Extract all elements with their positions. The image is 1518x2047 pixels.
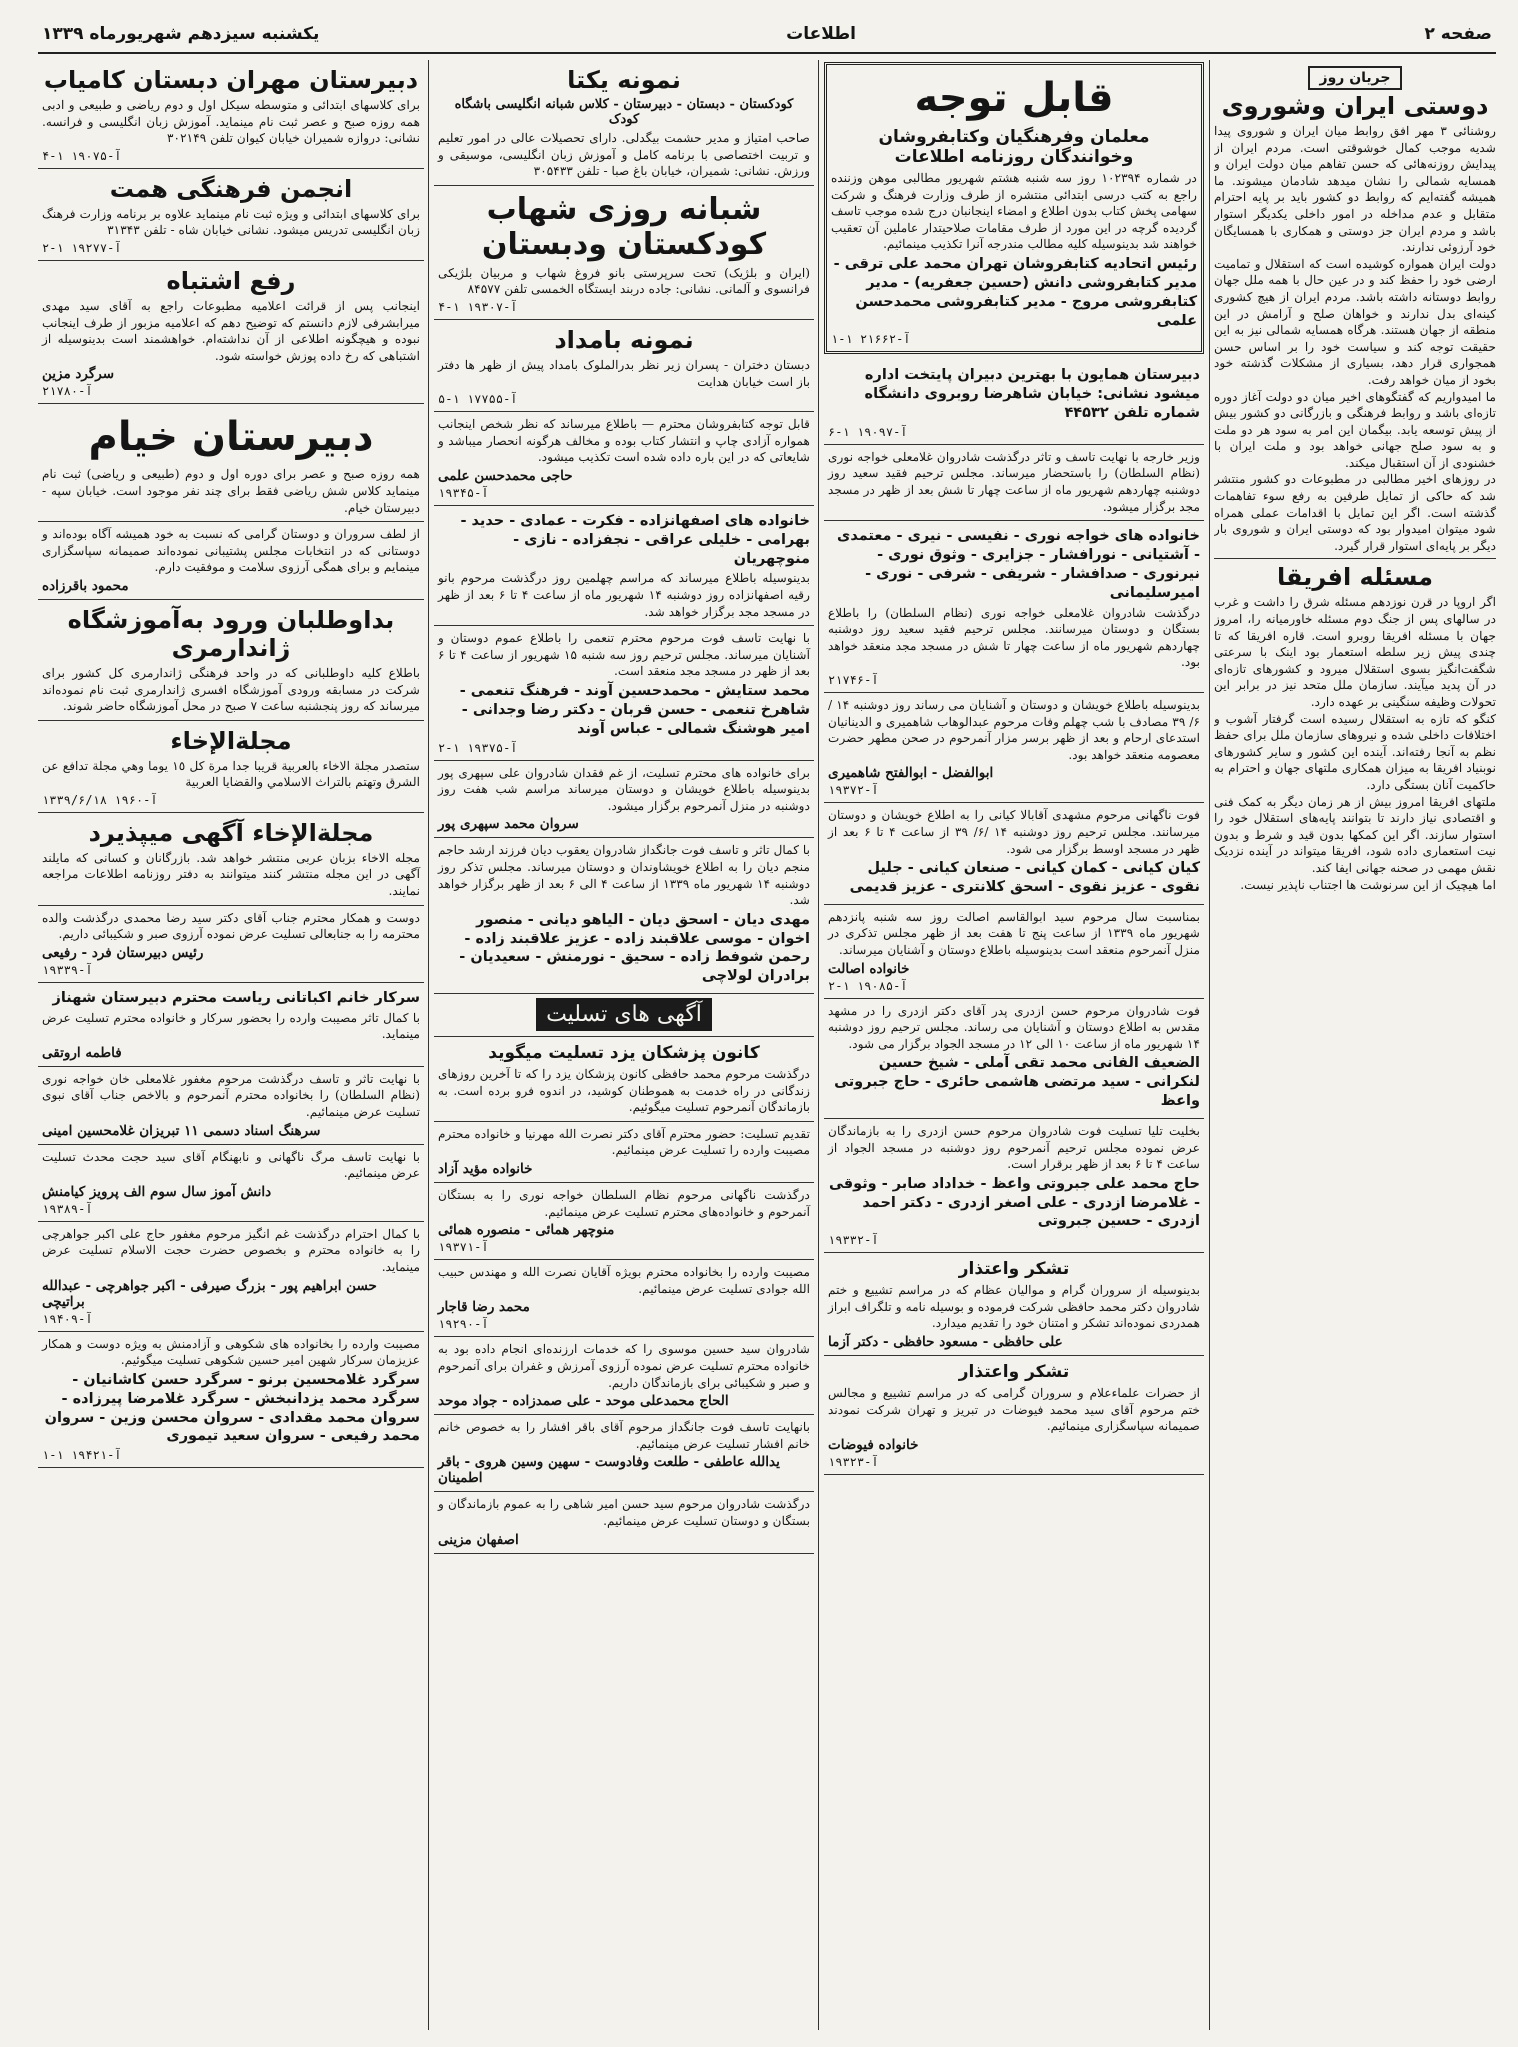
school-ad xyxy=(38,169,424,261)
ad-code: آ-۱۹۴۲۱ ۱-۱ xyxy=(42,1448,122,1463)
condolence-text: درگذشت مرحوم محمد حافظی کانون پزشکان یزد را که تا آخرین روزهای زندگانی در راه خدمت به هموطنان کوشید، در اندوه فرو برده است. به بازماندگان آنمرحوم تسلیت میگوئیم. xyxy=(438,1067,810,1115)
editorial-paragraph: دولت ایران همواره کوشیده است که استقلال و تمامیت ارضی خود را حفظ کند و در عین حال با همه ملل جهان روابط دوستانه داشته باشد. مردم ایران از هیچ کشوری کینه‌ای بدل ندارند و خواهان صلح و آرامش در این منطقه از جهان هستند. هرگاه همسایه شمالی نیز به این حقیقت توجه کند و سیاست خود را بر اساس حسن همجواری قرار دهد، بسیاری از مشکلات گذشته خود بخود از میان خواهد رفت. xyxy=(1214,256,1496,387)
attention-notice xyxy=(824,62,1204,354)
condolence-text: مصیبت وارده را بخانواده های شکوهی و آزادمنش به ویژه دوست و همکار عزیزمان سرکار شهین امیر حسین شکوهی تسلیت میگوئیم. xyxy=(42,1336,420,1368)
ad-code: آ-۱۹۰۷۵ ۱-۴ xyxy=(42,148,122,163)
africa-paragraph: اگر اروپا در قرن نوزدهم مسئله شرق را داشت و غرب در سالهای پس از جنگ دوم مسئله خاورمیانه را، امروز جهان با مسئله افریقا روبرو است. قاره افریقا که تا چندی پیش زیر سلطه استعمار بود اینک با سرعتی شگفت‌انگیز بسوی استقلال میرود و کشورهای تازه‌ای در آن پدید میآیند. سازمان ملل متحد نیز در برابر این تحولات وظیفه سنگینی بر عهده دارد. xyxy=(1214,595,1496,709)
condolence xyxy=(434,1415,814,1492)
signature: محمود باقرزاده xyxy=(42,577,129,594)
condolence-title: کانون پزشکان یزد تسلیت میگوید xyxy=(488,1043,760,1064)
ad-code: آ-۲۱۷۸۰ xyxy=(42,384,93,399)
school-ad-text: همه روزه صبح و عصر برای دوره اول و دوم (طبیعی و ریاضی) ثبت نام مینماید کلاس شش ریاضی فقط برای چند نفر موجود است. خیابان سپه - دبیرستان خیام. xyxy=(42,467,420,515)
condolence xyxy=(38,1222,424,1332)
school-ad-text: برای کلاسهای ابتدائی و متوسطه سیکل اول و دوم ریاضی و طبیعی و ادبی همه روزه صبح و عصر ثبت نام مینماید. آموزش زبان انگلیسی و فرانسه. نشانی: دروازه شمیران خیابان کیوان تلفن ۳۰۲۱۴۹ xyxy=(42,98,420,146)
signature: فاطمه اروتقی xyxy=(42,1044,122,1061)
obituary-text: بمناسبت سال مرحوم سید ابوالقاسم اصالت روز سه شنبه پانزدهم شهریور ماه ۱۳۳۹ از ساعت پنج تا هفت بعد از ظهر مجلس تذکری در منزل آنمرحوم منعقد است بدینوسیله باطلاع دوستان و آشنایان میرساند. xyxy=(828,909,1200,958)
obituary-text: فوت شادروان مرحوم حسن ازدری پدر آقای دکتر ازدری را در مشهد مقدس به اطلاع دوستان و آشنایان می رساند. مجلس ترحیم روز دوشنبه ۱۴ شهریور ماه از ساعت ۱۰ الی ۱۲ در مسجد الجواد برگزار می شود. xyxy=(828,1003,1200,1051)
ad-code: آ-۱۹۰۸۵ ۱-۲ xyxy=(828,978,908,993)
notice xyxy=(434,412,814,506)
obituary xyxy=(434,506,814,626)
africa-paragraph: اما هیچیک از این سرنوشت ها اجتناب ناپذیر نیست. xyxy=(1240,877,1496,892)
signature: اصفهان مزینی xyxy=(438,1531,519,1548)
school-ad-text: دبیرستان همایون با بهترین دبیران پایتخت اداره میشود نشانی: خیابان شاهرضا روبروی دانشگاه شماره تلفن ۴۴۵۳۲ xyxy=(864,367,1200,422)
newspaper-page xyxy=(38,20,1496,2030)
magazine-title: مجلةالإخاء آگهی میپذیرد xyxy=(88,818,374,847)
academy-notice xyxy=(38,600,424,721)
correction-notice xyxy=(38,261,424,404)
academy-text: باطلاع کلیه داوطلبانی که در واحد فرهنگی ژاندارمری کل کشور برای شرکت در مسابقه ورودی آموزشگاه افسری ژاندارمری ثبت نام نموده‌اند میرساند که روز پنجشنبه ساعت ۷ صبح در محل آموزشگاه حاضر شوند. xyxy=(42,665,420,714)
thanks-text: بدینوسیله از سروران گرام و موالیان عظام که در مراسم تشییع و ختم شادروان دکتر محمد حافظی شرکت فرموده و بوسیله نامه و تلگراف ابراز همدردی نموده‌اند تشکر و امتنان خود را تقدیم میدارد. xyxy=(828,1283,1200,1331)
obituary xyxy=(434,838,814,994)
ad-code: آ-۱۹۳۷۲ xyxy=(828,783,879,798)
condolence xyxy=(434,1037,814,1122)
ad-code: آ-۱۹۳۳۹ xyxy=(42,962,93,977)
condolence xyxy=(434,1260,814,1337)
ad-code: آ-۱۹۳۲۳ xyxy=(828,1454,879,1469)
school-ad-text: (ایران و بلژیک) تحت سرپرستی بانو فروغ شهاب و مربیان بلژیکی فرانسوی و آلمانی. نشانی: جاده دربند ایستگاه الخمسی تلفن ۸۴۵۷۷ xyxy=(438,265,810,297)
school-ad-text: دبستان دختران - پسران زیر نظر بدرالملوک بامداد پیش از ظهر ها دفتر باز است خیابان هدایت xyxy=(438,357,810,389)
obituary-text: با نهایت تاسف فوت مرحوم محترم تنعمی را باطلاع عموم دوستان و آشنایان میرساند. مجلس ترحیم روز سه شنبه ۱۵ شهریور از ساعت ۴ تا ۶ بعد از ظهر در مسجد مجد منعقد است. xyxy=(438,631,810,679)
obituary xyxy=(824,1119,1204,1253)
obituary-text: برای خانواده های محترم تسلیت، از غم فقدان شادروان علی سپهری پور بدینوسیله باطلاع خویشان و دوستان میرساند مراسم شب هفت روز دوشنبه در منزل آنمرحوم برگزار میشود. xyxy=(438,765,810,813)
ad-code: آ-۲۱۶۶۲ ۱-۱ xyxy=(831,332,911,347)
obituary xyxy=(824,521,1204,693)
ad-code: آ-۱۹۲۹۰ xyxy=(438,1317,489,1332)
signature: حاجی محمدحسن علمی xyxy=(438,467,573,484)
notice-signatories: رئیس اتحادیه کتابفروشان تهران محمد علی ترقی - مدیر کتابفروشی دانش (حسین جعفریه) - مدیر کتابفروشی مروج - مدیر کتابفروشی محمدحسن علمی xyxy=(833,255,1197,329)
signature: سرهنگ اسناد دسمی ۱۱ تبریزان غلامحسین امینی xyxy=(42,1122,321,1139)
obituary-text: بخلیت تلیا تسلیت فوت شادروان مرحوم حسن ازدری را به بازماندگان عرض نموده مجلس ترحیم آنمرحوم روز دوشنبه در مسجد الجواد از ساعت ۴ تا ۶ بعد از ظهر برقرار است. xyxy=(828,1123,1200,1172)
obituary xyxy=(824,999,1204,1119)
africa-title: مسئله افریقا xyxy=(1277,563,1433,592)
ad-code: آ-۲۱۷۴۶ xyxy=(828,673,879,687)
obituary xyxy=(824,693,1204,803)
family-names: سرگرد غلامحسین برنو - سرگرد حسن کاشانیان - سرگرد محمد یزدانبخش - سرگرد غلامرضا پیرزاده - سروان محمد مقدادی - سروان محسن وزین - سروان محمد رفیعی - سروان سعید تیموری xyxy=(44,1371,420,1445)
africa-paragraph: کنگو که تازه به استقلال رسیده است گرفتار آشوب و اختلافات داخلی شده و نیروهای سازمان ملل برای حفظ نظم به آنجا رفته‌اند. آینده این کشور و سایر کشورهای نوبنیاد افریقا به میزان همکاری ملتهای جهان و احترام به حاکمیت آنان بستگی دارد. xyxy=(1214,711,1496,792)
notice-text: قابل توجه کتابفروشان محترم — باطلاع میرساند که نظر شخص اینجانب همواره آزادی چاپ و انتشار کتاب بوده و مخالف هرگونه انحصار میباشد و شایعاتی که در این باره داده شده است تکذیب میشود. xyxy=(438,417,810,465)
correction-title: رفع اشتباه xyxy=(166,266,296,295)
section-kicker: جریان روز xyxy=(1308,66,1403,90)
school-ad xyxy=(38,404,424,522)
signature: سرگرد مزین xyxy=(42,366,115,383)
condolence-text: با کمال تاثر مصیبت وارده را بحضور سرکار و خانواده محترم تسلیت عرض مینماید. xyxy=(42,1010,420,1042)
school-ad-title: نمونه بامداد xyxy=(554,325,694,354)
ad-code: آ-۱۹۲۷۷ ۱-۲ xyxy=(42,240,122,255)
signature: خانواده اصالت xyxy=(828,960,910,977)
notices-column-c xyxy=(434,60,814,2030)
obituary-text: بدینوسیله باطلاع خویشان و دوستان و آشنایان می رساند روز دوشنبه ۱۴ /۶/ ۳۹ مصادف با شب چهلم وفات مرحوم عبدالوهاب شاهمیری و الدینانیان استدعای ارحام و بعد از ظهر برسر مزار آنمرحوم در صحن مطهر حضرت معصومه منعقد خواهد بود. xyxy=(828,698,1201,762)
ad-code: آ-۱۹۰۹۷ ۱-۶ xyxy=(828,424,908,439)
signature: خانواده فیوضات xyxy=(828,1436,919,1453)
family-names: خانواده های خواجه نوری - نفیسی - نیری - معتمدی - آشتیانی - نورافشار - جزایری - وثوق نوری - نیرنوری - صدافشار - شریفی - شرفی - نوری - امیرسلیمانی xyxy=(837,528,1200,601)
magazine-ad xyxy=(38,721,424,813)
family-names: حاج محمد علی جبروتی واعظ - خداداد صابر - وثوقی - غلامرضا ازدری - علی اصغر ازدری - دکتر احمد ازدری - حسین جبروتی xyxy=(828,1175,1200,1230)
notice-body: در شماره ۱۰۲۳۹۴ روز سه شنبه هشتم شهریور مطالبی موهن وزننده راجع به کتب درسی ابتدائی منتشره از طرف وزارت فرهنگ و شرکت سهامی پخش کتاب بدون اطلاع و امضاء اینجانبان درج شده موجب تاسف گردیده گرچه در این مورد از طرف مقامات صلاحیتدار عاملین آن تعقیب خواهند شد بدینوسیله کلیه مطالب مندرجه آنرا تکذیب مینمائیم. xyxy=(831,171,1197,252)
school-ad xyxy=(434,186,814,320)
condolence-text: شادروان سید حسین موسوی را که خدمات ارزنده‌ای انجام داده بود به خانواده محترم تسلیت عرض نموده آرزوی آمرزش و غفران برای آنمرحوم و صبر و شکیبائی برای بازماندگان داریم. xyxy=(438,1342,810,1390)
school-ad-title: دبیرستان مهران دبستان کامیاب xyxy=(43,66,419,94)
signature: یدالله عاطفی - طلعت وفادوست - سهین وسین هروی - باقر اطمینان xyxy=(438,1454,780,1487)
thanks-title: تشکر واعتذار xyxy=(958,1259,1070,1280)
editorial-paragraph: روشنائی ۳ مهر افق روابط میان ایران و شوروی پیدا شدیه موجب کمال خوشوقتی است. مردم ایران از پیدایش روزنه‌هائی که حسن تفاهم میان دولت ایران و همسایه شمالی را نشان میدهد شادمان میشوند. ما همیشه گفته‌ایم که روابط دو کشور باید بر پایه احترام متقابل و عدم مداخله در امور داخلی یکدیگر استوار باشد و مردم ایران جز دوستی و همکاری با همسایگان خود آرزوئی ندارند. xyxy=(1214,124,1496,255)
school-ad-title: دبیرستان خیام xyxy=(88,414,374,461)
paper-name: اطلاعات xyxy=(786,24,856,44)
condolence-text: مصیبت وارده را بخانواده محترم بویژه آقایان نصرت الله و مهندس حبیب الله جوادی تسلیت عرض مینمائیم. xyxy=(438,1265,810,1296)
family-names: کیان کیانی - کمان کیانی - صنعان کیانی - جلیل نقوی - عزیز نقوی - اسحق کلانتری - عزیز قدیمی xyxy=(849,860,1200,895)
signature: علی حافظی - مسعود حافظی - دکتر آزما xyxy=(828,1334,1063,1351)
condolence xyxy=(38,1332,424,1469)
notices-column-b xyxy=(824,60,1204,2030)
magazine-text: مجله الاخاء بزبان عربی منتشر خواهد شد. بازرگانان و کسانی که مایلند آگهی در این مجله منتشر کنند میتوانند به دفتر روزنامه اطلاعات مراجعه نمایند. xyxy=(42,850,420,899)
thanks-notice xyxy=(38,522,424,600)
school-ad xyxy=(434,320,814,412)
school-ad-title: شبانه روزی شهاب کودکستان ودبستان xyxy=(481,191,767,262)
ad-code: آ-۱۹۶۰ ۱۳۳۹/۶/۱۸ xyxy=(42,792,158,807)
thanks-text: از حضرات علماءعلام و سروران گرامی که در مراسم تشییع و مجالس ختم مرحوم آقای سید محمد فیوضات در تبریز و تهران شرکت نمودند صمیمانه سپاسگزاری مینمائیم. xyxy=(828,1386,1200,1434)
signature: خانواده مؤید آزاد xyxy=(438,1161,533,1178)
condolence xyxy=(434,1337,814,1415)
signature: رئیس دبیرستان فرد - رفیعی xyxy=(42,944,204,961)
obituary-text: فوت ناگهانی مرحوم مشهدی آقابالا کیانی را به اطلاع خویشان و دوستان میرسانند. مجلس ترحیم روز دوشنبه ۱۴ /۶/ ۳۹ از ساعت ۴ تا ۶ بعد از ظهر در مسجد اوسط برگزار می شود. xyxy=(828,808,1200,856)
condolence xyxy=(434,1183,814,1260)
family-names: خانواده های اصفهانزاده - فکرت - عمادی - حدید - بهرامی - خلیلی عراقی - نجفزاده - نازی - منوچهریان xyxy=(460,512,810,567)
school-ad-subtitle: کودکستان - دبستان - دبیرستان - کلاس شبانه انگلیسی باشگاه کودک xyxy=(454,97,794,127)
signature: منوچهر همائی - منصوره همائی xyxy=(438,1222,615,1239)
school-ad xyxy=(824,360,1204,445)
condolence xyxy=(38,1145,424,1222)
school-ad-text: صاحب امتیاز و مدیر حشمت بیگدلی. دارای تحصیلات عالی در امور تعلیم و تربیت اختصاصی با برنامه کامل و آموزش زبان انگلیسی، موسیقی و ورزش. نشانی: شمیران، خیابان باغ صبا - تلفن ۳۰۵۴۳۳ xyxy=(438,131,810,179)
condolence xyxy=(38,906,424,983)
condolence-text: دوست و همکار محترم جناب آقای دکتر سید رضا محمدی درگذشت والده محترمه را به جنابعالی تسلیت عرض نموده آرزوی صبر و شکیبائی داریم. xyxy=(42,910,420,942)
column-rule xyxy=(818,60,819,2030)
correction-text: اینجانب پس از قرائت اعلامیه مطبوعات راجع به آقای سید مهدی میرابشرفی لازم دانستم که توضیح دهم که اعلامیه مزبور از طرف اینجانب نبوده و هیچگونه اطلاعی از آن نداشته‌ام. خواهشمند است بدینوسیله از اشتباهی که رخ داده پوزش خواسته شود. xyxy=(42,298,420,363)
editorial-paragraph: ما امیدواریم که گفتگوهای اخیر میان دو دولت آغاز دوره تازه‌ای باشد و روابط فرهنگی و بازرگانی دو کشور بیش از پیش توسعه یابد. بیگمان این امر به سود هر دو ملت و به سود صلح جهانی خواهد بود و ملت ایران با خشنودی از آن استقبال میکند. xyxy=(1214,389,1496,470)
page-number: صفحه ۲ xyxy=(1424,24,1492,44)
magazine-text: ستصدر مجلة الاخاء بالعربیة قریبا جدا مرة کل ١٥ يوما وهي مجلة تدافع عن الشرق وتهتم بالتراث الاسلامي والقضايا العربية xyxy=(42,758,420,790)
condolence xyxy=(434,1122,814,1183)
issue-date: یکشنبه سیزدهم شهریورماه ۱۳۳۹ xyxy=(42,24,320,44)
signature: محمد رضا قاجار xyxy=(438,1299,530,1316)
thanks-title: تشکر واعتذار xyxy=(958,1362,1070,1383)
obituary-text: وزیر خارجه با نهایت تاسف و تاثر درگذشت شادروان غلامعلی خواجه نوری (نظام السلطان) را باستحضار میرساند. مجلس ترحیم فقید سعید روز دوشنبه چهاردهم شهریور ماه از ساعت چهار تا شش بعد از ظهر در مسجد مجد برگزار میشود. xyxy=(828,449,1200,514)
school-ad xyxy=(434,60,814,186)
condolence-text: بانهایت تاسف فوت جانگداز مرحوم آقای باقر افشار را به خصوص خانم خانم افشار تسلیت عرض مینمائیم. xyxy=(438,1420,810,1451)
editorial-column xyxy=(1214,60,1496,2030)
school-ad xyxy=(38,60,424,169)
obituary xyxy=(824,445,1204,521)
obituary-text: بدینوسیله باطلاع میرساند که مراسم چهلمین روز درگذشت مرحوم بانو رقیه اصفهانزاده روز دوشنبه ۱۴ شهریور ماه از ساعت ۴ تا ۶ بعد از ظهر در مسجد مجد برگزار خواهد شد. xyxy=(438,571,810,619)
ad-code: آ-۱۹۳۸۹ xyxy=(42,1201,93,1216)
school-ad-text: برای کلاسهای ابتدائی و ویژه ثبت نام مینماید علاوه بر برنامه وزارت فرهنگ زبان انگلیسی تدریس میشود. نشانی خیابان شاه - تلفن ۳۱۳۴۳ xyxy=(42,206,420,238)
obituary xyxy=(434,626,814,760)
notice-title: قابل توجه xyxy=(914,75,1114,121)
africa-paragraph: ملتهای افریقا امروز بیش از هر زمان دیگر به کمک فنی و اقتصادی نیاز دارند تا بتوانند پایه‌های استقلال خود را استوار سازند. اگر این کمکها بدون قید و شرط و بدون نیت استعماری داده شود، افریقا میتواند در آینده نزدیک نقش مهمی در صحنه جهانی ایفا کند. xyxy=(1214,794,1496,875)
masthead xyxy=(38,20,1496,54)
signature: سروان محمد سپهری پور xyxy=(438,816,579,833)
magazine-ad xyxy=(38,813,424,906)
signature: الحاج محمدعلی موحد - علی صمدزاده - جواد موحد xyxy=(438,1393,729,1410)
condolence-text: با نهایت تاسف مرگ ناگهانی و نابهنگام آقای سید حجت محدث تسلیت عرض مینمائیم. xyxy=(42,1149,420,1181)
signature: ابوالفضل - ابوالفتح شاهمیری xyxy=(828,765,994,782)
notices-column-d xyxy=(38,60,424,2030)
signature: دانش آموز سال سوم الف پرویز کیامنش xyxy=(42,1183,272,1200)
obituary-text: با کمال تاثر و تاسف فوت جانگداز شادروان یعقوب دیان فرزند ارشد حاجم منجم دیان را به اطلاع خویشاوندان و دوستان میرساند. مجلس تذکر روز دوشنبه ۱۴ شهریور ماه ۱۳۳۹ از ساعت ۴ الی ۶ بعد از ظهر برگزار خواهد شد. xyxy=(438,843,810,908)
condolence-header: آگهی های تسلیت xyxy=(536,998,712,1031)
ad-code: آ-۱۹۳۳۲ xyxy=(828,1233,879,1248)
condolence xyxy=(434,1492,814,1553)
thanks-notice xyxy=(824,1356,1204,1475)
condolence xyxy=(38,983,424,1067)
obituary-text: درگذشت شادروان غلامعلی خواجه نوری (نظام السلطان) را باطلاع بستگان و دوستان میرسانند. مجلس ترحیم فقید سعید روز دوشنبه چهاردهم شهریور ماه از ساعت چهار تا شش در مسجد مجد منعقد خواهد بود. xyxy=(828,605,1200,670)
condolence-text: با کمال احترام درگذشت غم انگیز مرحوم مغفور حاج علی اکبر جواهرچی را به خانواده محترم و بخصوص حضرت حجت الاسلام تسلیت عرض مینماید. xyxy=(42,1226,420,1275)
school-ad-title: انجمن فرهنگی همت xyxy=(109,174,353,203)
column-rule xyxy=(1209,60,1210,2030)
condolence-section-header xyxy=(434,994,814,1037)
ad-code: آ-۱۹۴۰۹ xyxy=(42,1311,93,1326)
signature: حسن ابراهیم پور - بزرگ صیرفی - اکبر جواهرچی - عبدالله براتیچی xyxy=(42,1277,377,1310)
magazine-title: مجلةالإخاء xyxy=(170,726,292,755)
column-rule xyxy=(428,60,429,2030)
condolence-text: با نهایت تاثر و تاسف درگذشت مرحوم مغفور غلامعلی خان خواجه نوری (نظام السلطان) را بخانواده محترم آنمرحوم و بالاخص جناب آقای نبوی تسلیت عرض مینمائیم. xyxy=(42,1071,420,1120)
ad-code: آ-۱۹۳۷۱ xyxy=(438,1240,489,1255)
condolence-text: تقدیم تسلیت: حضور محترم آقای دکتر نصرت الله مهرنیا و خانواده محترم مصیبت وارده را تسلیت عرض مینمائیم. xyxy=(438,1126,810,1158)
thanks-notice xyxy=(824,1253,1204,1356)
academy-title: بداوطلبان ورود به‌آموزشگاه ژاندارمری xyxy=(67,605,395,662)
condolence xyxy=(38,1067,424,1145)
family-names: مهدی دیان - اسحق دیان - الیاهو دیانی - منصور اخوان - موسی علاقبند زاده - عزیز علاقبند زاده - رحمن شوفط زاده - سحیق - نورمنش - سعیدیان - برادران لولاچی xyxy=(459,911,810,985)
obituary xyxy=(824,905,1204,999)
school-ad-title: نمونه یکتا xyxy=(567,66,681,94)
condolence-title: سرکار خانم اکباتانی ریاست محترم دبیرستان شهناز xyxy=(52,989,420,1006)
obituary xyxy=(434,761,814,839)
obituary xyxy=(824,803,1204,904)
family-names: الضعیف الفانی محمد تقی آملی - شیخ حسین لنکرانی - سید مرتضی هاشمی حائری - حاج جبروتی واعظ xyxy=(834,1055,1200,1110)
thanks-text: از لطف سروران و دوستان گرامی که نسبت به خود همیشه آگاه بوده‌اند و دوستانی که در انتخابات مجلس پشتیبانی نموده‌اند صمیمانه سپاسگزاری مینمایم و برای همگی آرزوی سلامت و موفقیت دارم. xyxy=(42,527,420,575)
ad-code: آ-۱۷۷۵۵ ۱-۵ xyxy=(438,392,518,407)
editorial-title: دوستی ایران وشوروی xyxy=(1221,92,1489,120)
editorial-paragraph: در روزهای اخیر مطالبی در مطبوعات دو کشور منتشر شد که حاکی از تمایل طرفین به رفع سوء تفاهمات گذشته است. اگر این تمایل با اقدامات عملی همراه شود میتوان امیدوار بود که دوستی ایران و شوروی بار دیگر بر پایه‌ای استوار قرار گیرد. xyxy=(1214,472,1496,553)
notice-subtitle: معلمان وفرهنگیان وکتابفروشان وخوانندگان روزنامه اطلاعات xyxy=(878,127,1150,167)
ad-code: آ-۱۹۳۷۵ ۱-۲ xyxy=(438,740,518,755)
ad-code: آ-۱۹۳۴۵ xyxy=(438,485,489,500)
family-names: محمد ستایش - محمدحسین آوند - فرهنگ تنعمی - شاهرخ تنعمی - حسن قربان - دکتر رضا وجدانی - امیر هوشنگ شمالی - عباس آوند xyxy=(459,683,810,737)
condolence-text: درگذشت شادروان مرحوم سید حسن امیر شاهی را به عموم بازماندگان و بستگان و دوستان تسلیت عرض مینمائیم. xyxy=(438,1497,810,1528)
condolence-text: درگذشت ناگهانی مرحوم نظام السلطان خواجه نوری را به بستگان آنمرحوم و خانواده‌های محترم تسلیت عرض مینمائیم. xyxy=(438,1188,810,1219)
ad-code: آ-۱۹۳۰۷ ۱-۴ xyxy=(438,299,518,314)
